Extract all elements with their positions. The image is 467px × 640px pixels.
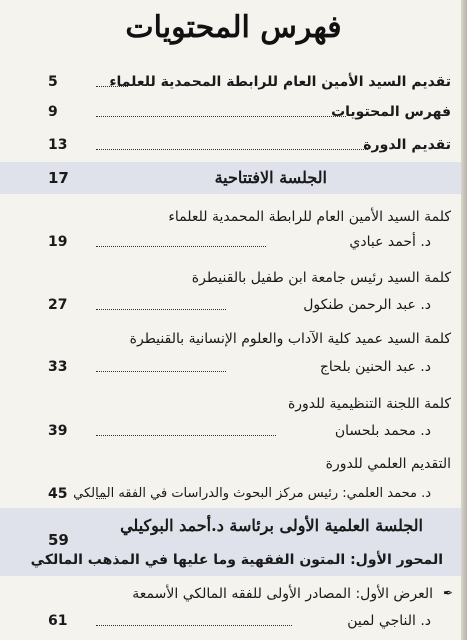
page-title: فهرس المحتويات	[125, 10, 342, 45]
section-label: الجلسة الافتتاحية	[214, 168, 327, 187]
section-band[interactable]	[0, 508, 467, 576]
leader-dots	[96, 116, 346, 117]
page-number: 39	[48, 423, 68, 439]
leader-dots	[96, 149, 368, 150]
speech-author[interactable]	[0, 482, 467, 506]
axis-label: المحور الأول: المتون الفقهية وما عليها في المذهب المالكي	[30, 552, 443, 568]
author-label: د. أحمد عبادي	[349, 234, 431, 250]
entry-label: فهرس المحتويات	[331, 104, 451, 120]
author-label: د. محمد بلحسان	[334, 423, 431, 439]
quill-icon: ✒	[442, 586, 453, 600]
toc-entry[interactable]	[0, 133, 467, 157]
entry-label: تقديم الدورة	[363, 137, 451, 153]
leader-dots	[96, 246, 266, 247]
speech-label: كلمة السيد الأمين العام للرابطة المحمدية للعلماء	[168, 209, 451, 225]
section-band[interactable]	[0, 162, 467, 194]
leader-dots	[96, 625, 292, 626]
page-number: 61	[48, 613, 68, 629]
leader-dots	[96, 309, 226, 310]
page-number: 5	[48, 74, 58, 90]
section-label: الجلسة العلمية الأولى برئاسة د.أحمد البوكيلي	[120, 516, 423, 535]
leader-dots	[96, 435, 276, 436]
page-number: 59	[48, 531, 69, 549]
speech-label: كلمة اللجنة التنظيمية للدورة	[287, 396, 451, 412]
speech-label: كلمة السيد رئيس جامعة ابن طفيل بالقنيطرة	[191, 270, 451, 286]
author-label: د. الناجي لمين	[347, 613, 431, 629]
page-number: 27	[48, 297, 68, 313]
author-label: د. محمد العلمي: رئيس مركز البحوث والدراسات في الفقه المالكي	[73, 486, 431, 501]
toc-entry[interactable]	[0, 70, 467, 94]
talk-title	[0, 582, 467, 606]
page-number: 9	[48, 104, 58, 120]
page-number: 45	[48, 486, 68, 502]
speech-author[interactable]	[0, 355, 467, 379]
page-number: 17	[48, 169, 69, 187]
author-label: د. عبد الحنين بلحاج	[319, 359, 431, 375]
entry-label: تقديم السيد الأمين العام للرابطة المحمدية للعلماء	[109, 74, 451, 90]
talk-author[interactable]	[0, 609, 467, 633]
speech-title	[0, 452, 467, 476]
leader-dots	[96, 371, 226, 372]
speech-title	[0, 392, 467, 416]
speech-label: التقديم العلمي للدورة	[325, 456, 451, 472]
author-label: د. عبد الرحمن طنكول	[303, 297, 431, 313]
speech-label: كلمة السيد عميد كلية الآداب والعلوم الإنسانية بالقنيطرة	[129, 331, 451, 347]
page-number: 33	[48, 359, 68, 375]
toc-entry[interactable]	[0, 100, 467, 124]
speech-author[interactable]	[0, 293, 467, 317]
page-number: 19	[48, 234, 68, 250]
speech-title	[0, 327, 467, 351]
page-number: 13	[48, 137, 68, 153]
page-edge-shadow	[461, 0, 467, 640]
talk-label: العرض الأول: المصادر الأولى للفقه المالكي الأسمعة	[132, 586, 433, 602]
speech-author[interactable]	[0, 419, 467, 443]
speech-title	[0, 205, 467, 229]
speech-author[interactable]	[0, 230, 467, 254]
speech-title	[0, 266, 467, 290]
